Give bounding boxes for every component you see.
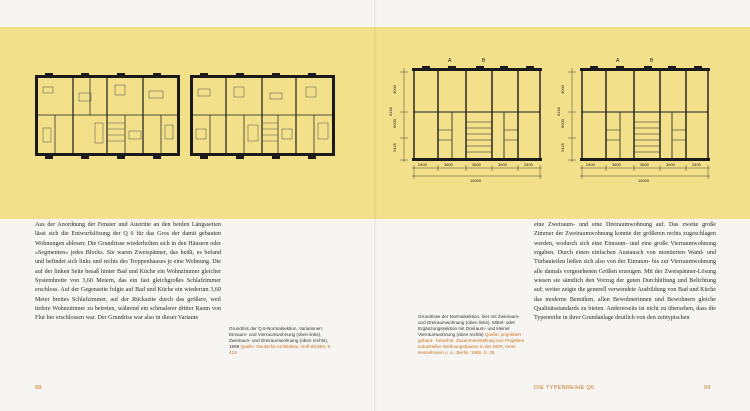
dim-label: 3600 — [498, 162, 507, 167]
left-caption — [229, 326, 337, 356]
floor-plan-right-1 — [388, 50, 547, 185]
right-paragraph: eine Zweiraum- und eine Dreiraumwohnung auf. Das zweite große Zimmer der Zweiraumwohnung konnte der größeren rechts zugeschlagen werden, wodurch sich eine Einraum- und eine große Vierraumwohnung ergaben. Durch einen einfachen Austausch von montierten Wand- und Türbauteilen ließen sich also von der Einraum- bis zur Vierraumwohnung alle damals vorgesehenen Größen erzeugen. Mit der Zweispänner-Lösung wiesen sie sämtlich den Vorzug der guten Durchlüftung und Belichtung auf; weiter zeigte die generell verwendete Ausbildung von Bad und Küche das moderne Bemühen, allen Bewohnerinnen und Bewohnern gleiche Qualitätsstandards zu bieten. Andererseits ist nicht zu übersehen, dass die Typenreihe in ihrer Grundanlage deutlich von den zeittypischen — [534, 222, 716, 322]
dim-label: 6000 — [392, 119, 397, 128]
plan-label-a: A — [616, 58, 620, 64]
left-caption-source: Quelle: Deutsche Architektur, Heft 8/1959, S. 419 — [229, 344, 332, 355]
page-number-right: 99 — [704, 385, 711, 391]
dim-label: 3600 — [472, 162, 481, 167]
floor-plan-left-1 — [35, 73, 180, 163]
dim-label: 4000 — [560, 85, 565, 94]
dim-label: 3600 — [640, 162, 649, 167]
plan-label-b: B — [650, 58, 654, 64]
book-gutter — [374, 0, 377, 411]
left-body-text — [35, 221, 221, 324]
left-paragraph: Aus der Anordnung der Fenster und Austritte an den beiden Längsseiten lässt sich die Entwurfslösung der Q 6 für das Gros der damit gebauten Wohnungen ablesen: Die Grundrisse wiederholten sich in den Häusern oder »Segmenten« jedes Blocks. Sie waren Zweispänner, das heißt, es befand und befindet sich links und rechts des Treppenhauses je eine Wohnung. Die auf der linken Seite besaß hinter Bad und Küche ein Wohnzimmer gleicher Systembreite von 3,60 Metern, das ein fast gleichgroßes Schlafzimmer erschloss. Auf der Gegenseite folgte auf Bad und Küche ein wiederum 3,60 Meter breites Schlafzimmer, auf der Rückseite durch das größere, weil tiefere Wohnzimmer zu betreten, während ein schmalerer dritter Raum von Flur her erschlossen war. Der Grundriss war also in dieser Variante — [35, 222, 221, 322]
dim-label: 2400 — [418, 162, 427, 167]
left-caption-text: Grundriss der Q 6-Normalsektion, Variationen: Einraum- und Vierraumwohnung (oben links), Zweiraum- und Dreiraumwohnung (oben rechts), 1969 — [229, 326, 329, 349]
dim-label: 6190 — [388, 107, 393, 116]
dim-label: 6000 — [560, 119, 565, 128]
plan-label-a: A — [448, 58, 452, 64]
dim-label: 2400 — [692, 162, 701, 167]
dim-label: 2400 — [586, 162, 595, 167]
dim-label: 3600 — [666, 162, 675, 167]
dim-label: 6190 — [556, 107, 561, 116]
floor-plan-left-2 — [190, 73, 335, 163]
right-body-text — [534, 221, 716, 324]
dim-label: 3600 — [444, 162, 453, 167]
dim-label: 15000 — [470, 178, 482, 183]
dim-label: 3600 — [612, 162, 621, 167]
floor-plan-right-2 — [556, 50, 715, 185]
dim-label: 4000 — [392, 85, 397, 94]
running-head: DIE TYPENREIHE Q6 — [534, 385, 595, 391]
dim-label: 15000 — [638, 178, 650, 183]
page-number-left: 98 — [35, 385, 42, 391]
dim-label: 2425 — [560, 143, 565, 152]
right-caption — [418, 314, 528, 356]
right-caption-source: Quelle: projektiert · gebaut · bewohnt. Zusammenstellung von Projekten industrieller Wohnungsbauten in der DDR, Irene Henselmann u. a., Berlin, 1966, S. 25 — [418, 332, 525, 355]
dim-label: 2425 — [392, 143, 397, 152]
dim-label: 2400 — [524, 162, 533, 167]
right-caption-text: Grundrisse der Normalsektion, hier mit Zweiraum- und Dreiraumwohnung (oben links), Mittel- oder Ergänzungssektion mit Dreiraum- und kleiner Vierraumwohnung (oben rechts) — [418, 314, 520, 337]
plan-label-b: B — [482, 58, 486, 64]
